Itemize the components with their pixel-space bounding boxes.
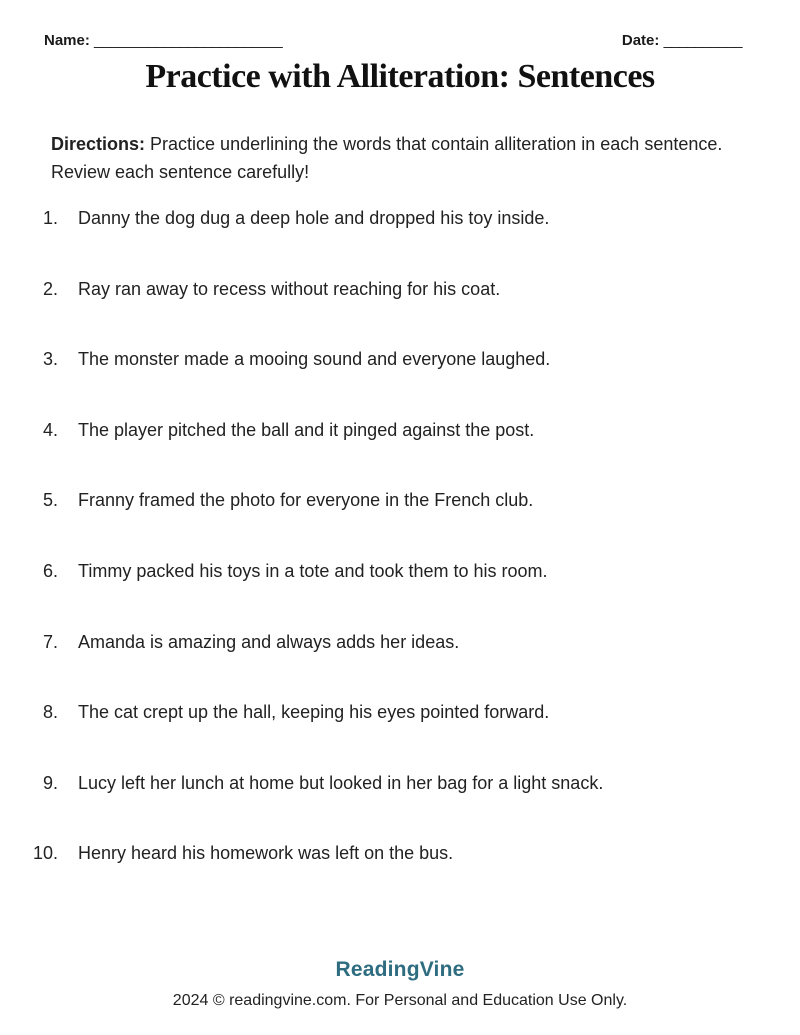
copyright-notice: 2024 © readingvine.com. For Personal and Education Use Only. xyxy=(172,992,628,1009)
item-number: 6. xyxy=(42,560,58,581)
sentence-text: The cat crept up the hall, keeping his eyes pointed forward. xyxy=(78,702,550,723)
list-item xyxy=(0,843,800,914)
sentence-text: The monster made a mooing sound and everyone laughed. xyxy=(78,349,551,370)
item-number: 4. xyxy=(42,419,58,440)
directions xyxy=(51,130,731,186)
name-field[interactable] xyxy=(44,32,282,49)
sentence-text: Henry heard his homework was left on the bus. xyxy=(78,843,454,864)
list-item xyxy=(0,490,800,561)
list-item xyxy=(0,349,800,420)
name-label: Name: xyxy=(44,32,90,49)
list-item xyxy=(0,208,800,279)
page-title: Practice with Alliteration: Sentences xyxy=(145,58,655,95)
sentence-list xyxy=(0,208,800,914)
list-item xyxy=(0,561,800,632)
list-item xyxy=(0,773,800,844)
sentence-text: Ray ran away to recess without reaching for his coat. xyxy=(78,278,501,299)
directions-label: Directions: xyxy=(51,134,146,154)
item-number: 9. xyxy=(42,772,58,793)
item-number: 7. xyxy=(42,631,58,652)
item-number: 3. xyxy=(42,349,58,370)
header-row xyxy=(44,32,742,49)
directions-text: Practice underlining the words that contain alliteration in each sentence. Review each sentence carefully! xyxy=(51,134,723,182)
item-number: 5. xyxy=(42,490,58,511)
list-item xyxy=(0,702,800,773)
date-label: Date: xyxy=(621,32,660,49)
item-number: 2. xyxy=(42,278,58,299)
sentence-text: Timmy packed his toys in a tote and took them to his room. xyxy=(78,560,548,581)
sentence-text: Danny the dog dug a deep hole and dropped his toy inside. xyxy=(78,208,550,228)
sentence-text: Franny framed the photo for everyone in the French club. xyxy=(78,490,534,511)
item-number: 1. xyxy=(42,208,58,228)
sentence-text: Amanda is amazing and always adds her ideas. xyxy=(78,631,460,652)
brand-logo: ReadingVine xyxy=(335,958,465,981)
item-number: 8. xyxy=(42,702,58,723)
sentence-text: The player pitched the ball and it pinged against the post. xyxy=(78,419,535,440)
date-blank[interactable]: __________ xyxy=(663,32,742,49)
list-item xyxy=(0,632,800,703)
sentence-text: Lucy left her lunch at home but looked in her bag for a light snack. xyxy=(78,772,604,793)
date-field[interactable] xyxy=(622,32,742,49)
item-number: 10. xyxy=(32,843,58,864)
name-blank[interactable]: ________________________ xyxy=(94,32,283,49)
list-item xyxy=(0,279,800,350)
list-item xyxy=(0,420,800,491)
